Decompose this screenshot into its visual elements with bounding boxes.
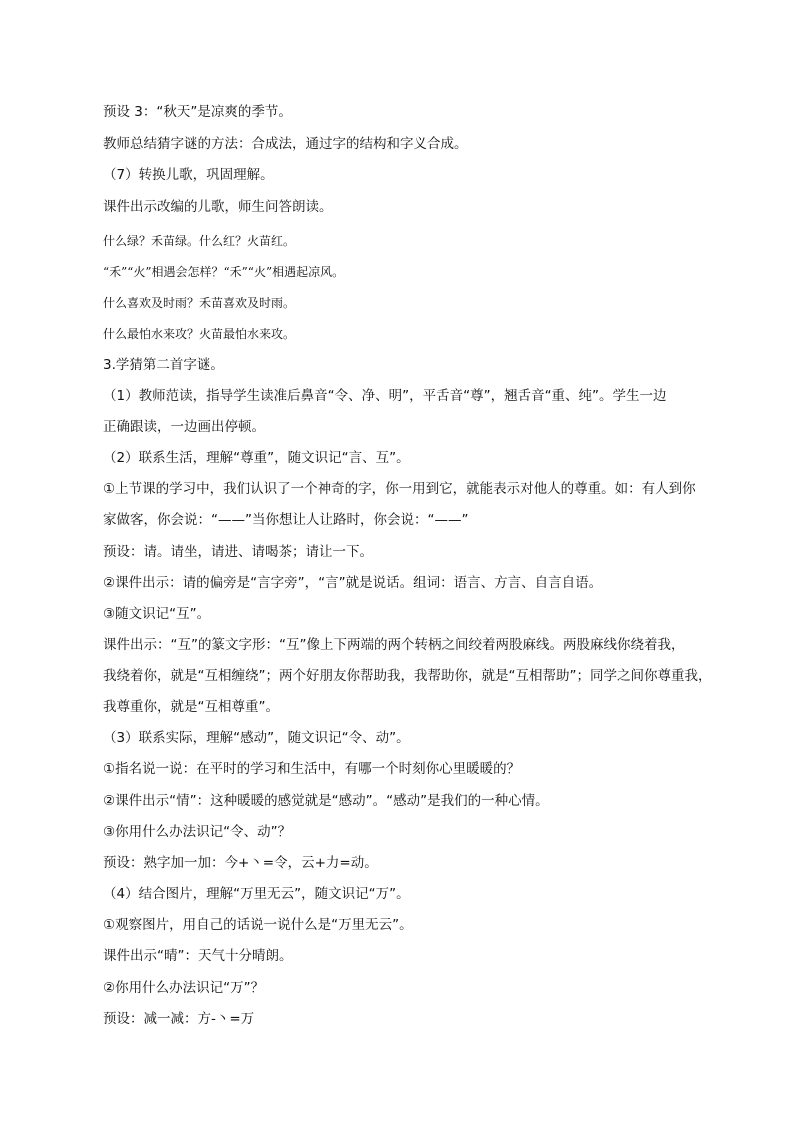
text-line: （3）联系实际，理解“感动”，随文识记“令、动”。 xyxy=(103,730,410,746)
text-line: 什么喜欢及时雨？禾苗喜欢及时雨。 xyxy=(103,296,296,310)
text-line: 3.学猜第二首字谜。 xyxy=(103,357,224,373)
text-line: ②课件出示：请的偏旁是“言字旁”，“言”就是说话。组词：语言、方言、自言自语。 xyxy=(103,575,603,591)
text-line: （1）教师范读，指导学生读准后鼻音“令、净、明”，平舌音“尊”，翘舌音“重、纯”。学生一边 xyxy=(103,388,667,404)
text-line: 我绕着你，就是“互相缠绕”；两个好朋友你帮助我，我帮助你，就是“互相帮助”；同学之间你尊重我， xyxy=(103,668,712,684)
text-line: ①上节课的学习中，我们认识了一个神奇的字，你一用到它，就能表示对他人的尊重。如：有人到你 xyxy=(103,481,696,497)
text-line: 正确跟读，一边画出停顿。 xyxy=(103,419,265,435)
text-line: 课件出示“晴”：天气十分晴朗。 xyxy=(103,948,293,964)
text-line: 预设 3：“秋天”是凉爽的季节。 xyxy=(103,104,292,120)
text-line: 家做客，你会说：“——”当你想让人让路时，你会说：“——” xyxy=(103,512,469,528)
text-line: ①指名说一说：在平时的学习和生活中，有哪一个时刻你心里暖暖的？ xyxy=(103,761,521,777)
text-line: （7）转换儿歌，巩固理解。 xyxy=(103,167,274,183)
text-line: ③随文识记“互”。 xyxy=(103,606,211,622)
text-line: “禾”“火”相遇会怎样？“禾”“火”相遇起凉风。 xyxy=(103,265,345,279)
text-line: ①观察图片，用自己的话说一说什么是“万里无云”。 xyxy=(103,917,413,933)
text-line: （4）结合图片，理解“万里无云”，随文识记“万”。 xyxy=(103,886,410,902)
text-line: 课件出示：“互”的篆文字形：“互”像上下两端的两个转柄之间绞着两股麻线。两股麻线你绕着我， xyxy=(103,637,685,653)
text-line: ③你用什么办法识记“令、动”？ xyxy=(103,824,292,840)
text-line: 什么绿？禾苗绿。什么红？火苗红。 xyxy=(103,234,296,248)
text-line: 预设：熟字加一加：今+丶=令，云+力=动。 xyxy=(103,855,378,871)
text-line: 教师总结猜字谜的方法：合成法，通过字的结构和字义合成。 xyxy=(103,136,468,152)
text-line: ②你用什么办法识记“万”？ xyxy=(103,980,265,996)
text-line: （2）联系生活，理解“尊重”，随文识记“言、互”。 xyxy=(103,450,410,466)
text-line: ②课件出示“情”：这种暖暖的感觉就是“感动”。“感动”是我们的一种心情。 xyxy=(103,793,549,809)
text-line: 预设：请。请坐，请进、请喝茶；请让一下。 xyxy=(103,544,373,560)
text-line: 什么最怕水来攻？火苗最怕水来攻。 xyxy=(103,327,296,341)
text-line: 预设：减一减：方-丶=万 xyxy=(103,1011,255,1027)
text-line: 课件出示改编的儿歌，师生问答朗读。 xyxy=(103,199,333,215)
text-line: 我尊重你，就是“互相尊重”。 xyxy=(103,699,279,715)
